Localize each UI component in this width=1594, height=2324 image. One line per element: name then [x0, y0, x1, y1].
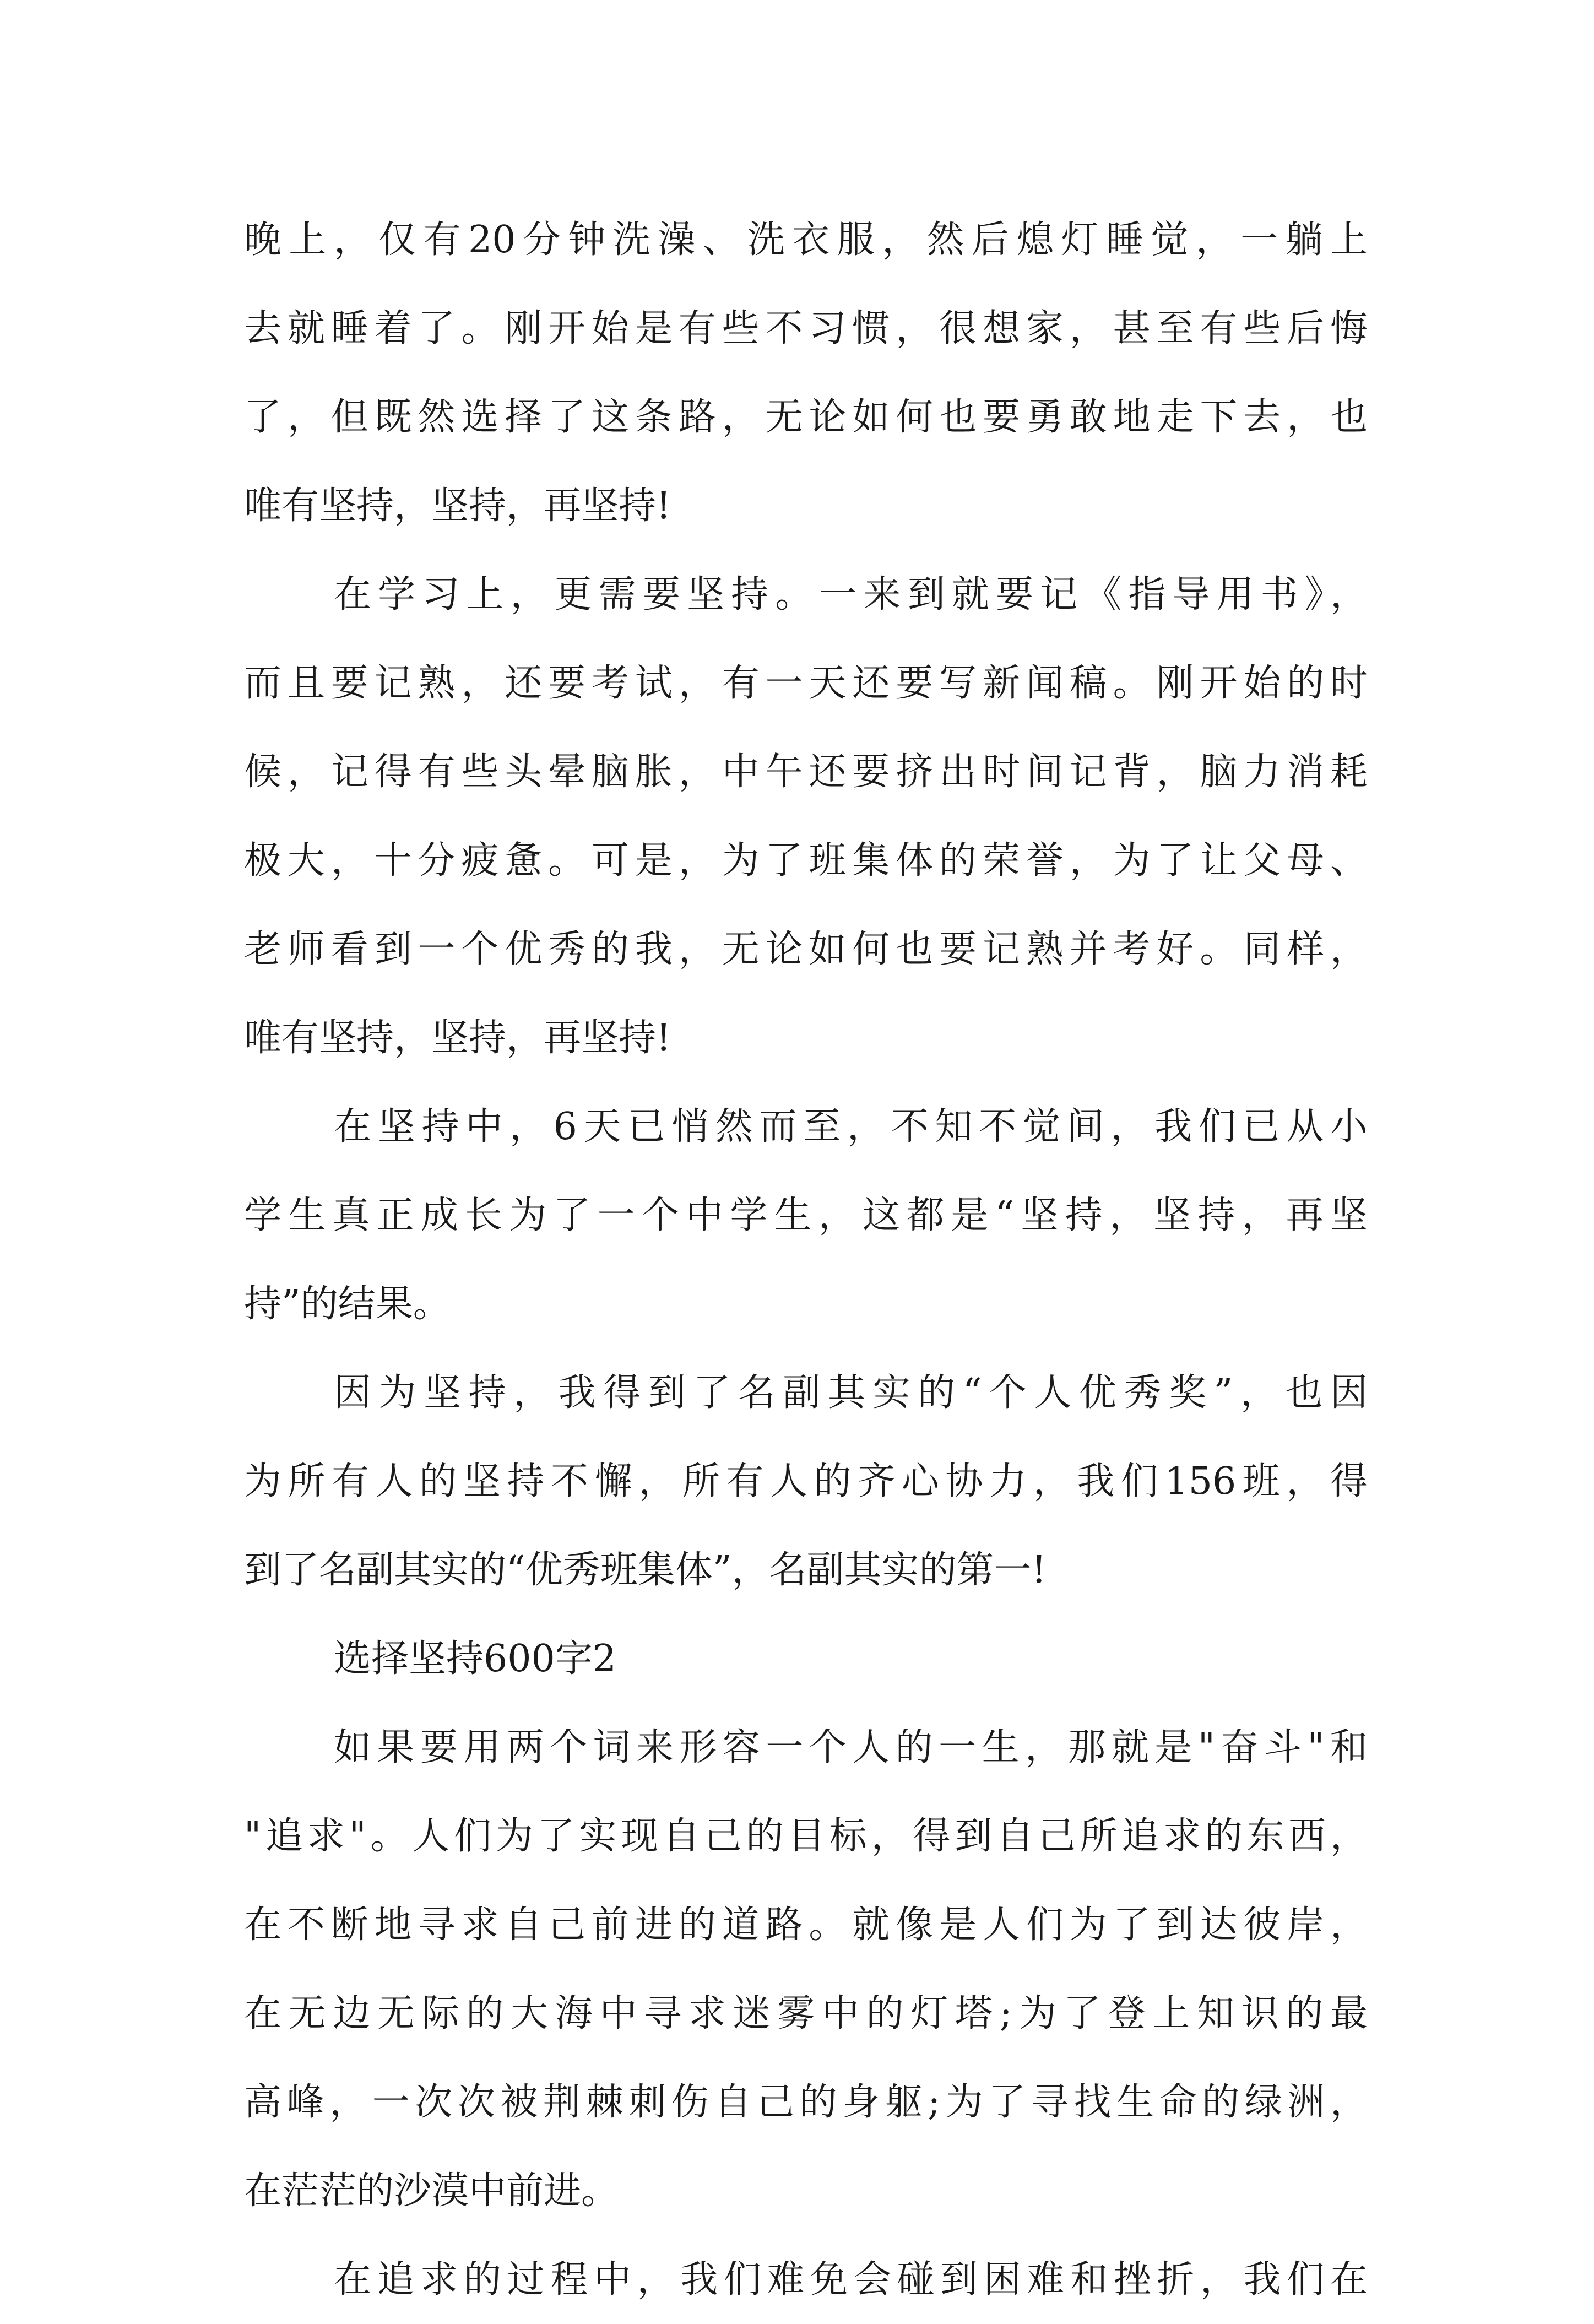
- text-line: 唯有坚持，坚持，再坚持!: [244, 1016, 671, 1060]
- text-line: 为所有人的坚持不懈，所有人的齐心协力，我们156班，得: [244, 1460, 1368, 1503]
- text-line: 候，记得有些头晕脑胀，中午还要挤出时间记背，脑力消耗: [244, 750, 1368, 794]
- body-text: [244, 196, 1368, 2324]
- text-line: 到了名副其实的“优秀班集体”，名副其实的第一!: [244, 1548, 1047, 1592]
- text-line: 在不断地寻求自己前进的道路。就像是人们为了到达彼岸，: [244, 1903, 1368, 1947]
- text-line: 在追求的过程中，我们难免会碰到困难和挫折，我们在: [334, 2258, 1368, 2301]
- text-line: 唯有坚持，坚持，再坚持!: [244, 484, 671, 528]
- text-line: 学生真正成长为了一个中学生，这都是“坚持，坚持，再坚: [244, 1194, 1368, 1237]
- text-line: 了，但既然选择了这条路，无论如何也要勇敢地走下去，也: [244, 396, 1368, 439]
- text-line: 在茫茫的沙漠中前进。: [244, 2169, 619, 2213]
- text-line: 持”的结果。: [244, 1282, 451, 1326]
- text-line: 晚上，仅有20分钟洗澡、洗衣服，然后熄灯睡觉，一躺上: [244, 218, 1368, 262]
- text-line: 而且要记熟，还要考试，有一天还要写新闻稿。刚开始的时: [244, 662, 1368, 705]
- text-line: 去就睡着了。刚开始是有些不习惯，很想家，甚至有些后悔: [244, 307, 1368, 350]
- text-line: 高峰，一次次被荆棘刺伤自己的身躯;为了寻找生命的绿洲，: [244, 2081, 1368, 2124]
- text-line: 因为坚持，我得到了名副其实的“个人优秀奖”，也因: [334, 1371, 1368, 1415]
- text-line: 在学习上，更需要坚持。一来到就要记《指导用书》，: [334, 573, 1368, 616]
- text-line: 在坚持中，6天已悄然而至，不知不觉间，我们已从小: [334, 1105, 1368, 1149]
- text-line: 在无边无际的大海中寻求迷雾中的灯塔;为了登上知识的最: [244, 1992, 1368, 2035]
- text-line: "追求"。人们为了实现自己的目标，得到自己所追求的东西，: [244, 1814, 1368, 1858]
- text-line: 极大，十分疲惫。可是，为了班集体的荣誉，为了让父母、: [244, 839, 1368, 882]
- section-heading: 选择坚持600字2: [334, 1637, 617, 1681]
- text-line: 老师看到一个优秀的我，无论如何也要记熟并考好。同样，: [244, 928, 1368, 971]
- text-line: 如果要用两个词来形容一个人的一生，那就是"奋斗"和: [334, 1726, 1368, 1769]
